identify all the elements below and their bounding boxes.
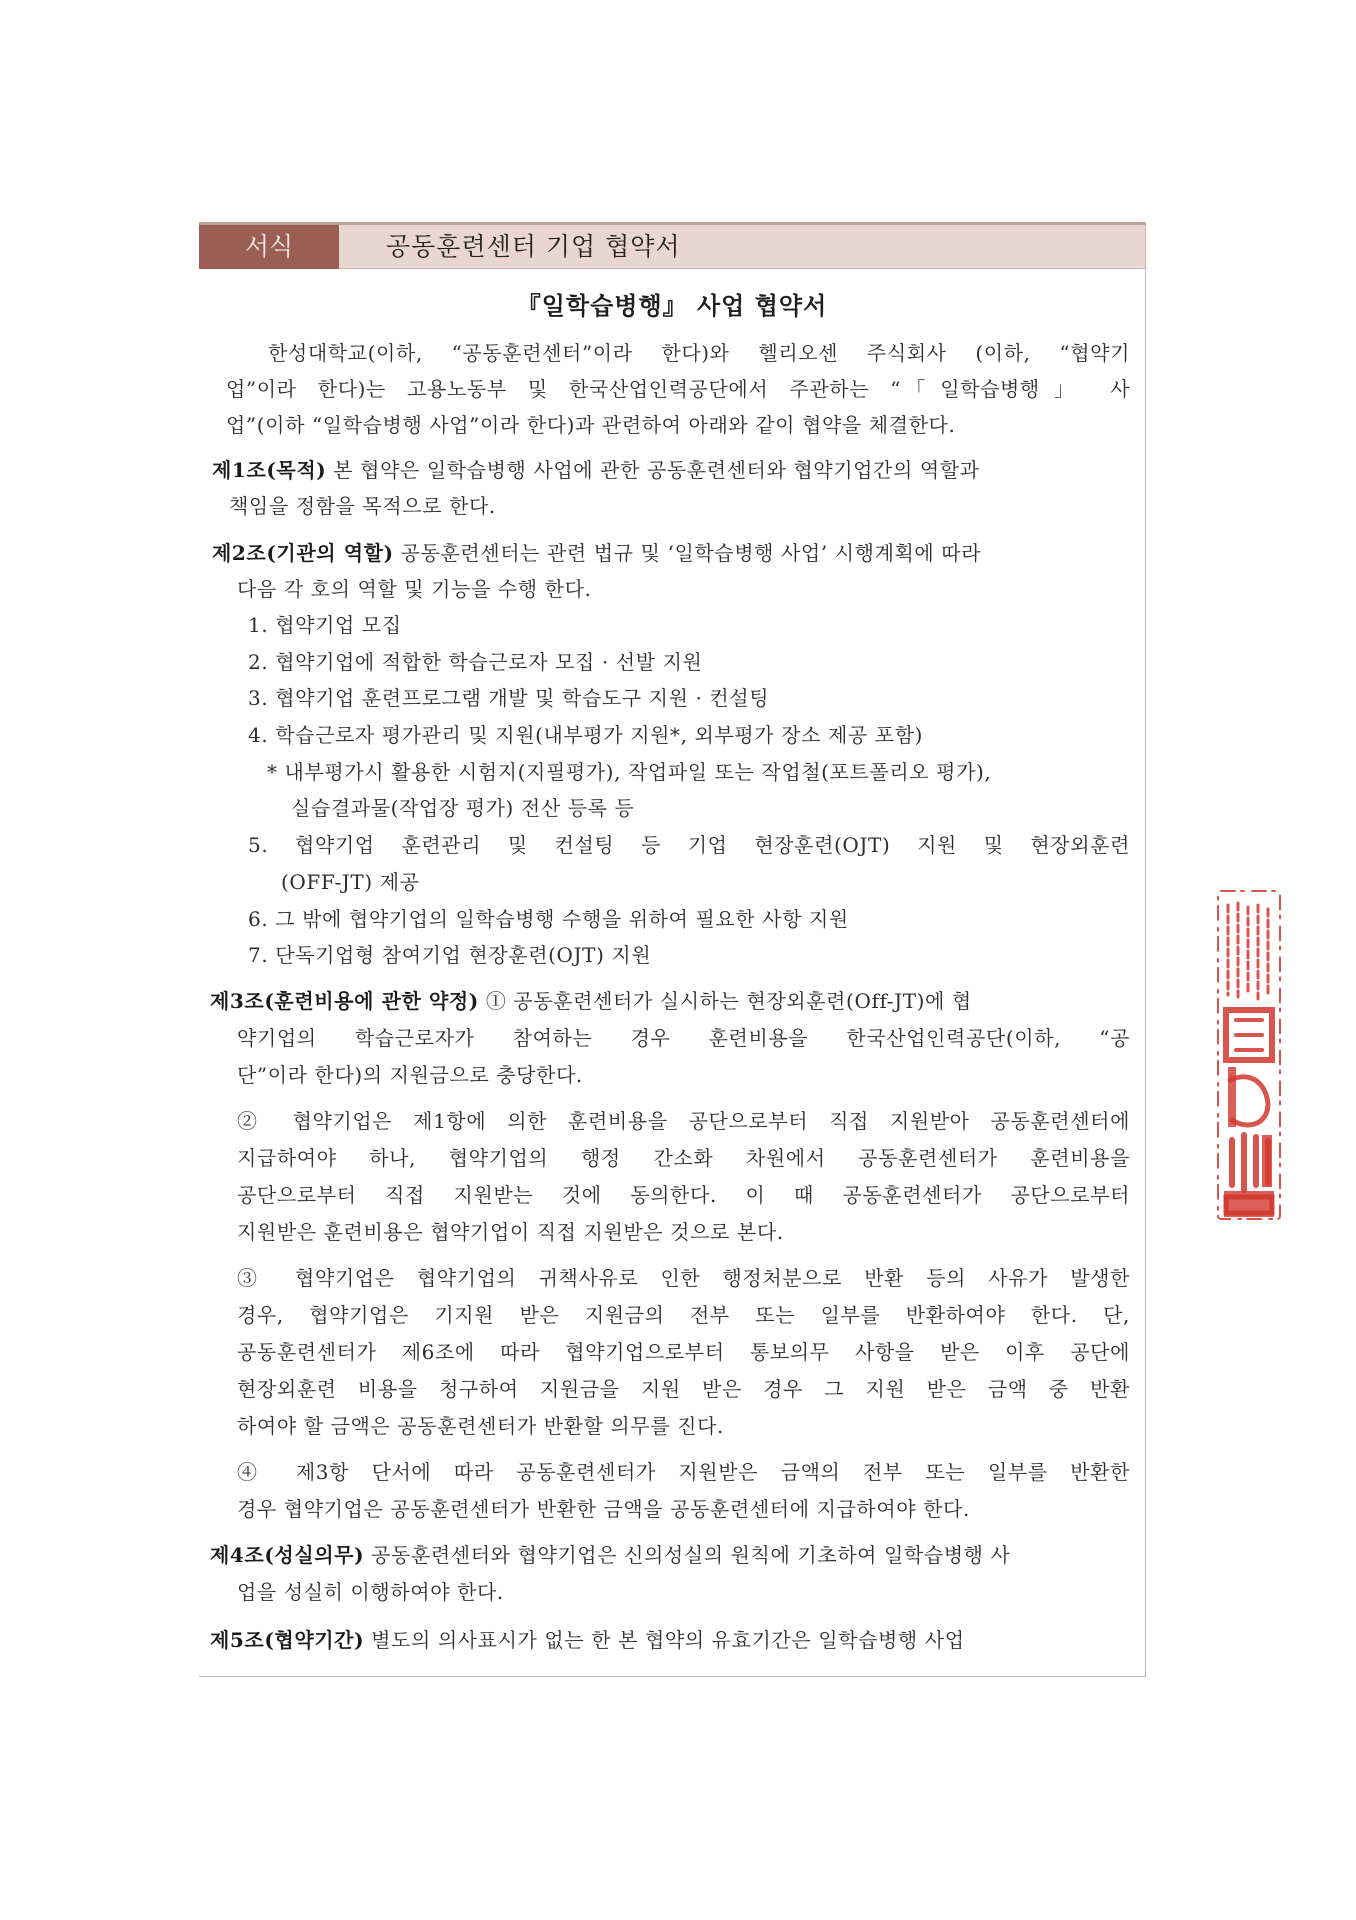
article-4-line-2: 업을 성실히 이행하여야 한다. <box>237 1580 504 1604</box>
article-3-text: ① 공동훈련센터가 실시하는 현장외훈련(Off-JT)에 협 <box>478 989 972 1013</box>
article-1-line-2: 책임을 정함을 목적으로 한다. <box>229 494 496 518</box>
form-tag: 서식 <box>199 225 339 269</box>
article-2-heading: 제2조(기관의 역할) <box>212 541 394 565</box>
article-3-para-2-line: 공단으로부터 직접 지원받는 것에 동의한다. 이 때 공동훈련센터가 공단으로부터 <box>237 1183 1130 1207</box>
article-3-heading: 제3조(훈련비용에 관한 약정) <box>210 989 479 1013</box>
list-item: 4. 학습근로자 평가관리 및 지원(내부평가 지원*, 외부평가 장소 제공 포함) <box>248 723 924 747</box>
article-3 <box>210 988 972 1014</box>
article-3-para-3-line: 하여야 할 금액은 공동훈련센터가 반환할 의무를 진다. <box>237 1414 724 1438</box>
header-title: 공동훈련센터 기업 협약서 <box>386 232 681 261</box>
article-2-line-2: 다음 각 호의 역할 및 기능을 수행 한다. <box>237 577 592 601</box>
intro-line-3: 업”(이하 “일학습병행 사업”이라 한다)과 관련하여 아래와 같이 협약을 체결한다. <box>226 413 956 437</box>
article-3-para-3-line: ③ 협약기업은 협약기업의 귀책사유로 인한 행정처분으로 반환 등의 사유가 발생한 <box>237 1266 1130 1290</box>
list-item: 6. 그 밖에 협약기업의 일학습병행 수행을 위하여 필요한 사항 지원 <box>248 907 849 931</box>
article-2 <box>212 540 981 566</box>
document-title: 『일학습병행』 사업 협약서 <box>516 291 828 320</box>
article-3-para-2-line: 지원받은 훈련비용은 협약기업이 직접 지원받은 것으로 본다. <box>237 1220 784 1244</box>
list-item: 5. 협약기업 훈련관리 및 컨설팅 등 기업 현장훈련(OJT) 지원 및 현장외훈련 <box>248 833 1130 857</box>
list-item: 7. 단독기업형 참여기업 현장훈련(OJT) 지원 <box>248 943 652 967</box>
list-note-line-2: 실습결과물(작업장 평가) 전산 등록 등 <box>291 796 635 820</box>
intro-line-2: 업”이라 한다)는 고용노동부 및 한국산업인력공단에서 주관하는 “「일학습병행」 사 <box>226 377 1130 401</box>
article-2-text: 공동훈련센터는 관련 법규 및 ‘일학습병행 사업’ 시행계획에 따라 <box>393 541 982 565</box>
article-5-heading: 제5조(협약기간) <box>210 1628 365 1652</box>
article-4 <box>210 1542 1010 1568</box>
article-4-heading: 제4조(성실의무) <box>210 1543 365 1567</box>
form-header-bar <box>199 222 1145 269</box>
article-3-line-3: 단”이라 한다)의 지원금으로 충당한다. <box>237 1063 583 1087</box>
article-3-para-2-line: 지급하여야 하나, 협약기업의 행정 간소화 차원에서 공동훈련센터가 훈련비용을 <box>237 1146 1130 1170</box>
article-1-text: 본 협약은 일학습병행 사업에 관한 공동훈련센터와 협약기업간의 역할과 <box>326 458 980 482</box>
list-item: 1. 협약기업 모집 <box>248 613 402 637</box>
article-3-para-2-line: ② 협약기업은 제1항에 의한 훈련비용을 공단으로부터 직접 지원받아 공동훈련센터에 <box>237 1109 1130 1133</box>
article-3-para-3-line: 현장외훈련 비용을 청구하여 지원금을 지원 받은 경우 그 지원 받은 금액 중 반환 <box>237 1377 1130 1401</box>
article-1 <box>212 457 980 483</box>
article-4-text: 공동훈련센터와 협약기업은 신의성실의 원칙에 기초하여 일학습병행 사 <box>364 1543 1011 1567</box>
article-3-para-3-line: 공동훈련센터가 제6조에 따라 협약기업으로부터 통보의무 사항을 받은 이후 공단에 <box>237 1340 1130 1364</box>
article-3-para-3-line: 경우, 협약기업은 기지원 받은 지원금의 전부 또는 일부를 반환하여야 한다. 단, <box>237 1303 1130 1327</box>
list-item: 2. 협약기업에 적합한 학습근로자 모집 · 선발 지원 <box>248 650 703 674</box>
article-5 <box>210 1627 965 1653</box>
article-1-heading: 제1조(목적) <box>212 458 327 482</box>
intro-line-1: 한성대학교(이하, “공동훈련센터”이라 한다)와 헬리오센 주식회사 (이하, “협약기 <box>268 341 1130 365</box>
article-5-text: 별도의 의사표시가 없는 한 본 협약의 유효기간은 일학습병행 사업 <box>364 1628 965 1652</box>
document-page <box>199 222 1146 1677</box>
list-item: 3. 협약기업 훈련프로그램 개발 및 학습도구 지원 · 컨설팅 <box>248 686 770 710</box>
list-note-line-1: * 내부평가시 활용한 시험지(지필평가), 작업파일 또는 작업철(포트폴리오 평가), <box>267 760 992 784</box>
list-item-continuation: (OFF-JT) 제공 <box>281 870 420 894</box>
official-seal-stamp-icon <box>1212 885 1286 1225</box>
article-3-para-4-line: ④ 제3항 단서에 따라 공동훈련센터가 지원받은 금액의 전부 또는 일부를 반환한 <box>237 1460 1130 1484</box>
article-3-para-4-line: 경우 협약기업은 공동훈련센터가 반환한 금액을 공동훈련센터에 지급하여야 한다. <box>237 1497 970 1521</box>
article-3-line-2: 약기업의 학습근로자가 참여하는 경우 훈련비용을 한국산업인력공단(이하, “공 <box>237 1026 1130 1050</box>
